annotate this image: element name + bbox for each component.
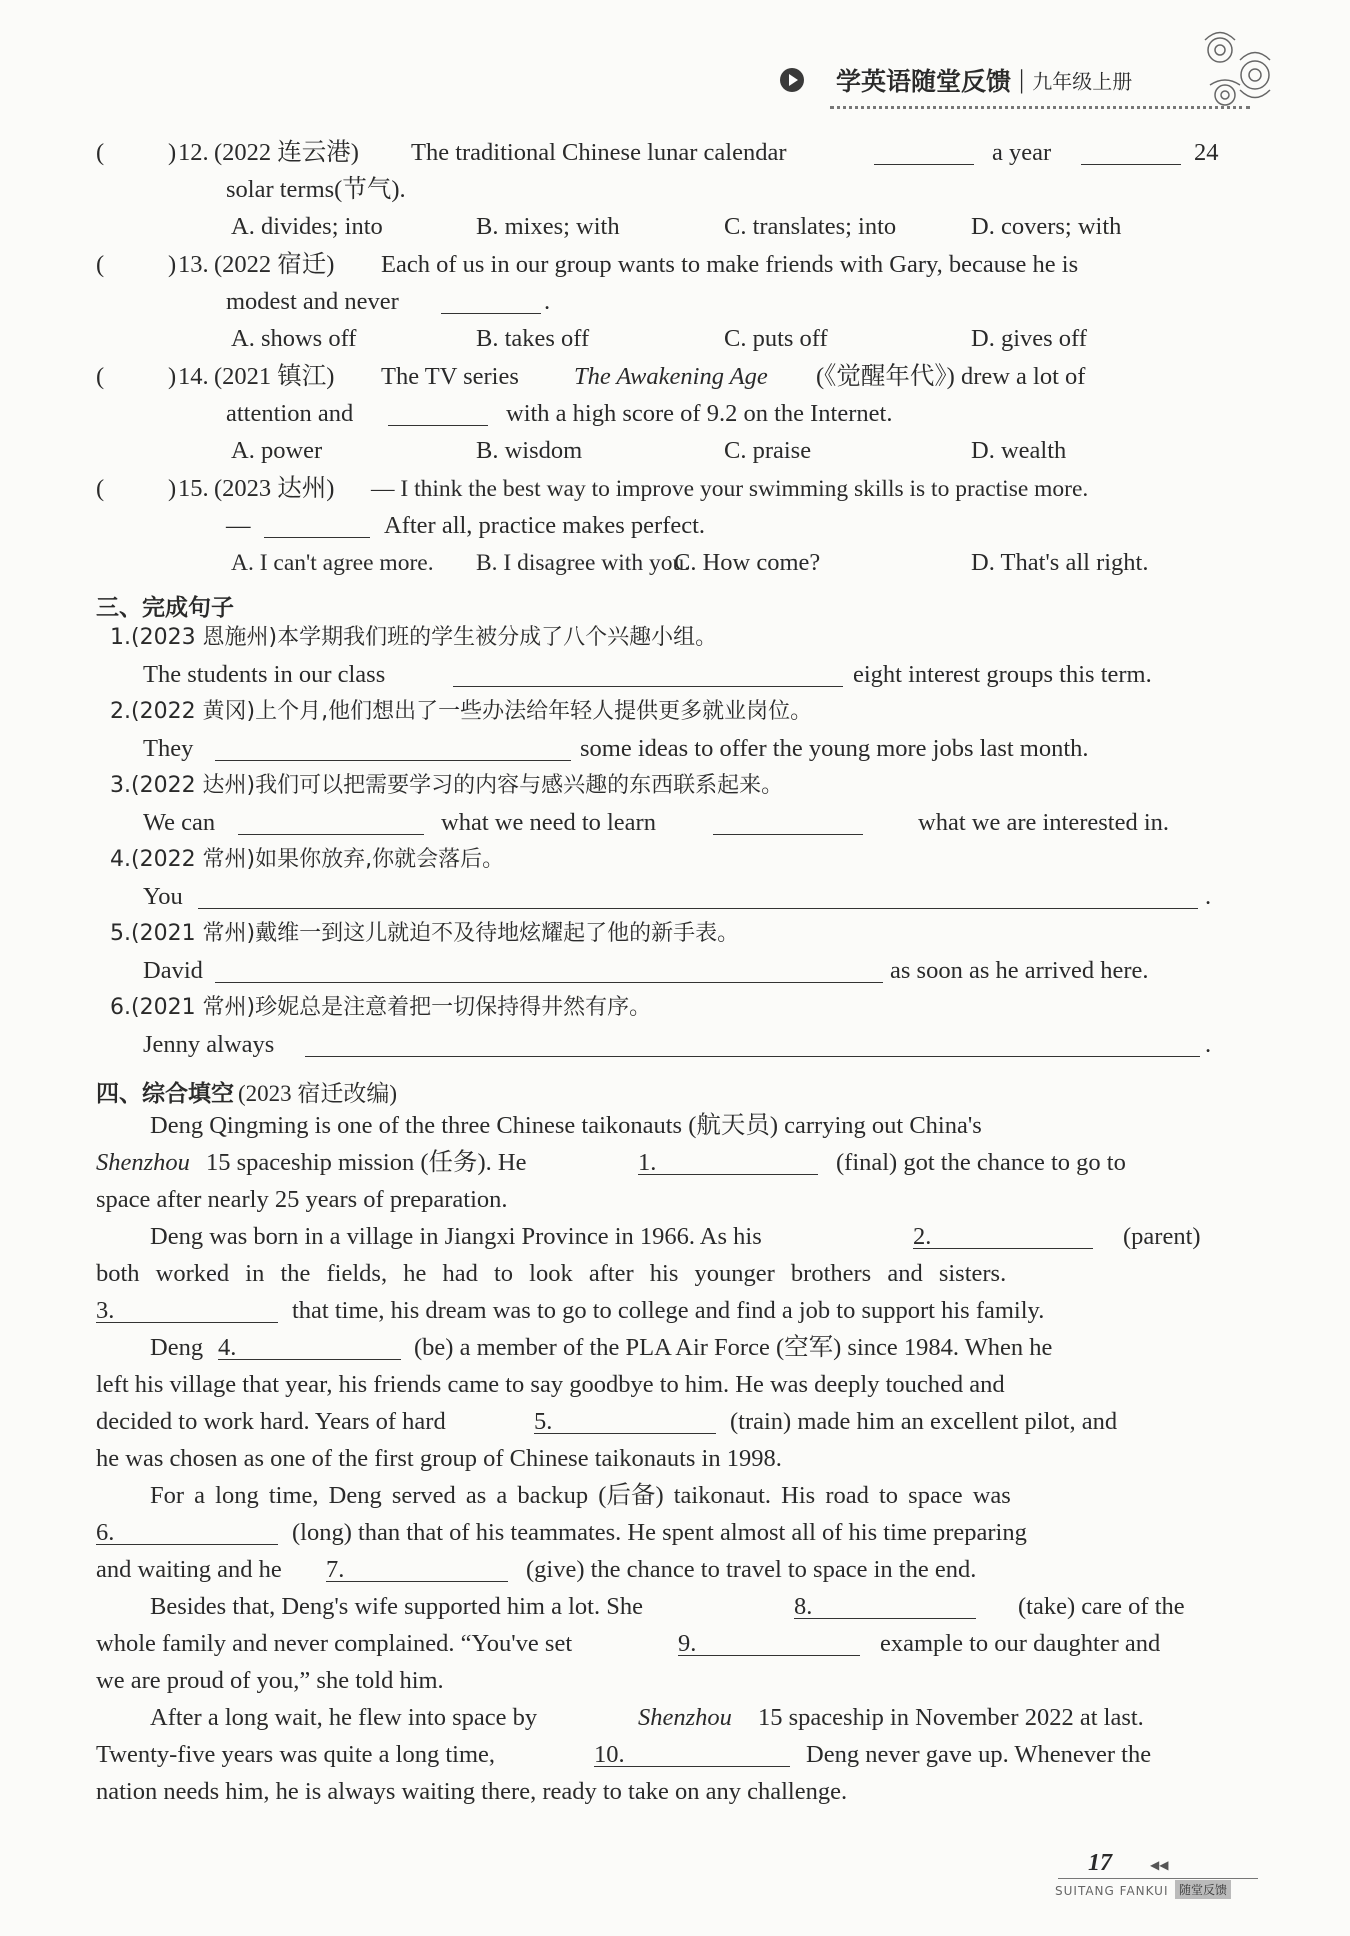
q14-title: The Awakening Age [574,363,768,390]
sentence-en-b: . [1205,1031,1212,1058]
option-c[interactable]: C. praise [724,437,812,464]
answer-blank-2[interactable] [913,1222,1093,1249]
section-4-source: (2023 宿迁改编) [238,1081,398,1106]
answer-blank[interactable] [238,808,424,835]
p5-line3: we are proud of you,” she told him. [96,1667,444,1694]
answer-blank[interactable] [713,808,863,835]
footer-brand: SUITANG FANKUI [1055,1884,1169,1898]
p4-line3: and waiting and he [96,1556,282,1583]
answer-blank[interactable] [453,660,843,687]
p4-line2: (long) than that of his teammates. He spent almost all of his time preparing [292,1519,1027,1546]
passage [96,1111,1226,1814]
blank-number: 8. [794,1593,813,1620]
q12-stem-c: 24 [1194,139,1219,166]
blank-number: 3. [96,1297,115,1324]
rewind-icon: ◀◀ [1150,1858,1169,1872]
header-divider: | [1019,65,1025,94]
p1-shenzhou: Shenzhou [96,1149,190,1176]
p6-line3: nation needs him, he is always waiting there, ready to take on any challenge. [96,1778,848,1805]
p6-line2b: Deng never gave up. Whenever the [806,1741,1152,1768]
answer-blank[interactable] [305,1030,1200,1057]
answer-blank-1[interactable] [638,1148,818,1175]
answer-blank[interactable] [441,287,541,314]
option-d[interactable]: D. covers; with [971,213,1122,240]
answer-blank[interactable] [388,399,488,426]
header-subtitle: 九年级上册 [1032,69,1133,94]
sentence-6 [110,993,1230,1060]
q15 [96,474,1226,578]
sentence-2 [110,697,1230,764]
sentence-cn: 2.(2022 黄冈)上个月,他们想出了一些办法给年轻人提供更多就业岗位。 [110,699,813,724]
option-b[interactable]: B. wisdom [476,437,583,464]
sentence-en-a: The students in our class [143,661,386,688]
p5-line1: Besides that, Deng's wife supported him a lot. She [150,1593,643,1620]
blank-number: 1. [638,1149,657,1176]
option-a[interactable]: A. power [231,437,323,464]
question-source: (2022 连云港) [214,139,359,166]
question-number: 15. [178,475,209,502]
blank-number: 10. [594,1741,625,1768]
q13-stem-b: modest and never [226,288,399,315]
question-source: (2021 镇江) [214,363,335,390]
p2-line3: that time, his dream was to go to college and find a job to support his family. [292,1297,1045,1324]
answer-blank[interactable] [1081,138,1181,165]
p4-line3b: (give) the chance to travel to space in the end. [526,1556,977,1583]
p3-line1b: (be) a member of the PLA Air Force (空军) since 1984. When he [414,1334,1053,1361]
q12 [96,138,1226,242]
q14-stem-b: (《觉醒年代》) drew a lot of [816,363,1086,390]
option-c[interactable]: C. translates; into [724,213,897,240]
sentence-en-b: some ideas to offer the young more jobs last month. [580,735,1089,762]
option-c[interactable]: C. puts off [724,325,828,352]
answer-blank[interactable] [215,734,571,761]
sentence-en-b: what we are interested in. [918,809,1170,836]
sentence-en-b: . [1205,883,1212,910]
q12-stem-b: a year [992,139,1052,166]
p6-shenzhou: Shenzhou [638,1704,732,1731]
footer-badge: 随堂反馈 [1175,1880,1231,1899]
sentence-3 [110,771,1230,838]
option-c[interactable]: C. How come? [674,549,821,576]
sentence-cn: 3.(2022 达州)我们可以把需要学习的内容与感兴趣的东西联系起来。 [110,773,784,798]
sentence-en-a: We can [143,809,216,836]
answer-paren-close: ) [168,251,177,278]
blank-number: 2. [913,1223,932,1250]
p2-line1: Deng was born in a village in Jiangxi Province in 1966. As his [150,1223,762,1250]
p5-line1b: (take) care of the [1018,1593,1185,1620]
answer-paren-open: ( [96,251,105,278]
flower-ornament-icon [1180,20,1300,120]
q12-stem-a: The traditional Chinese lunar calendar [411,139,787,166]
q12-stem-d: solar terms(节气). [226,176,406,203]
p3-line4: he was chosen as one of the first group of Chinese taikonauts in 1998. [96,1445,782,1472]
footer-rule [1058,1878,1258,1879]
header [780,62,1132,98]
answer-blank-9[interactable] [678,1629,860,1656]
blank-number: 9. [678,1630,697,1657]
answer-blank-10[interactable] [594,1740,790,1767]
p1-line3: space after nearly 25 years of preparation. [96,1186,508,1213]
section-3-heading: 三、完成句子 [96,595,234,621]
q13-stem-c: . [544,288,551,315]
answer-paren-close: ) [168,363,177,390]
blank-number: 6. [96,1519,115,1546]
option-a[interactable]: A. I can't agree more. [231,550,434,576]
p4-line1: For a long time, Deng served as a backup (后备) taikonaut. His road to space was [150,1482,1011,1509]
question-number: 12. [178,139,209,166]
q15-dash: — [226,512,251,539]
p3-line3: decided to work hard. Years of hard [96,1408,446,1435]
answer-paren-open: ( [96,475,105,502]
sentence-en-a: David [143,957,203,984]
answer-blank-6[interactable] [96,1518,278,1545]
sentence-cn: 1.(2023 恩施州)本学期我们班的学生被分成了八个兴趣小组。 [110,625,718,650]
sentence-en-m: what we need to learn [441,809,656,836]
p6-line1b: 15 spaceship in November 2022 at last. [758,1704,1144,1731]
p3-line3b: (train) made him an excellent pilot, and [730,1408,1118,1435]
p1-line2b: (final) got the chance to go to [836,1149,1126,1176]
answer-blank[interactable] [198,882,1198,909]
header-title: 学英语随堂反馈 [836,67,1012,96]
blank-number: 5. [534,1408,553,1435]
sentence-en-a: They [143,735,194,762]
section-4-heading: 四、综合填空 [96,1081,234,1107]
option-d[interactable]: D. gives off [971,325,1087,352]
p5-line2: whole family and never complained. “You've set [96,1630,573,1657]
sentence-cn: 4.(2022 常州)如果你放弃,你就会落后。 [110,847,505,872]
q13 [96,250,1226,354]
answer-blank-8[interactable] [794,1592,976,1619]
question-number: 14. [178,363,209,390]
sentence-en-b: eight interest groups this term. [853,661,1152,688]
option-a[interactable]: A. shows off [231,325,357,352]
sentence-1 [110,623,1230,690]
p1-line2: 15 spaceship mission (任务). He [206,1149,527,1176]
option-a[interactable]: A. divides; into [231,213,383,240]
question-source: (2022 宿迁) [214,251,335,278]
sentence-cn: 5.(2021 常州)戴维一到这儿就迫不及待地炫耀起了他的新手表。 [110,921,740,946]
q14-stem-d: with a high score of 9.2 on the Internet. [506,400,893,427]
page-number: 17 [1088,1850,1112,1876]
answer-blank[interactable] [264,511,370,538]
blank-number: 7. [326,1556,345,1583]
sentence-cn: 6.(2021 常州)珍妮总是注意着把一切保持得井然有序。 [110,995,652,1020]
answer-blank[interactable] [874,138,974,165]
sentence-4 [110,845,1230,912]
q15-stem-a: — I think the best way to improve your swimming skills is to practise more. [371,476,1089,502]
p6-line1: After a long wait, he flew into space by [150,1704,538,1731]
p3-line1: Deng [150,1334,204,1361]
answer-blank-5[interactable] [534,1407,716,1434]
option-d[interactable]: D. wealth [971,437,1067,464]
sentence-en-a: Jenny always [143,1031,275,1058]
answer-blank-4[interactable] [218,1333,401,1360]
answer-blank[interactable] [215,956,883,983]
q14-stem-c: attention and [226,400,354,427]
p1-line1: Deng Qingming is one of the three Chinese taikonauts (航天员) carrying out China's [150,1112,982,1139]
option-b[interactable]: B. takes off [476,325,590,352]
play-icon [780,68,804,92]
answer-paren-close: ) [168,475,177,502]
sentence-en-a: You [143,883,183,910]
p2-line2: both worked in the fields, he had to look after his younger brothers and sisters. [96,1260,1007,1287]
option-b[interactable]: B. I disagree with you. [476,550,691,576]
sentence-en-b: as soon as he arrived here. [890,957,1149,984]
answer-blank-7[interactable] [326,1555,508,1582]
p2-line1b: (parent) [1123,1223,1201,1250]
blank-number: 4. [218,1334,237,1361]
p6-line2: Twenty-five years was quite a long time, [96,1741,496,1768]
q13-stem-a: Each of us in our group wants to make friends with Gary, because he is [381,251,1079,278]
p3-line2: left his village that year, his friends came to say goodbye to him. He was deeply touched and [96,1371,1005,1398]
answer-paren-open: ( [96,363,105,390]
option-d[interactable]: D. That's all right. [971,549,1149,576]
answer-blank-3[interactable] [96,1296,278,1323]
section-4-heading-row [96,1075,397,1108]
p5-line2b: example to our daughter and [880,1630,1161,1657]
sentence-5 [110,919,1230,986]
q14 [96,362,1226,466]
question-number: 13. [178,251,209,278]
q15-stem-b: After all, practice makes perfect. [384,512,706,539]
answer-paren-open: ( [96,139,105,166]
question-source: (2023 达州) [214,475,335,502]
answer-paren-close: ) [168,139,177,166]
q14-stem-a: The TV series [381,363,519,390]
option-b[interactable]: B. mixes; with [476,213,620,240]
